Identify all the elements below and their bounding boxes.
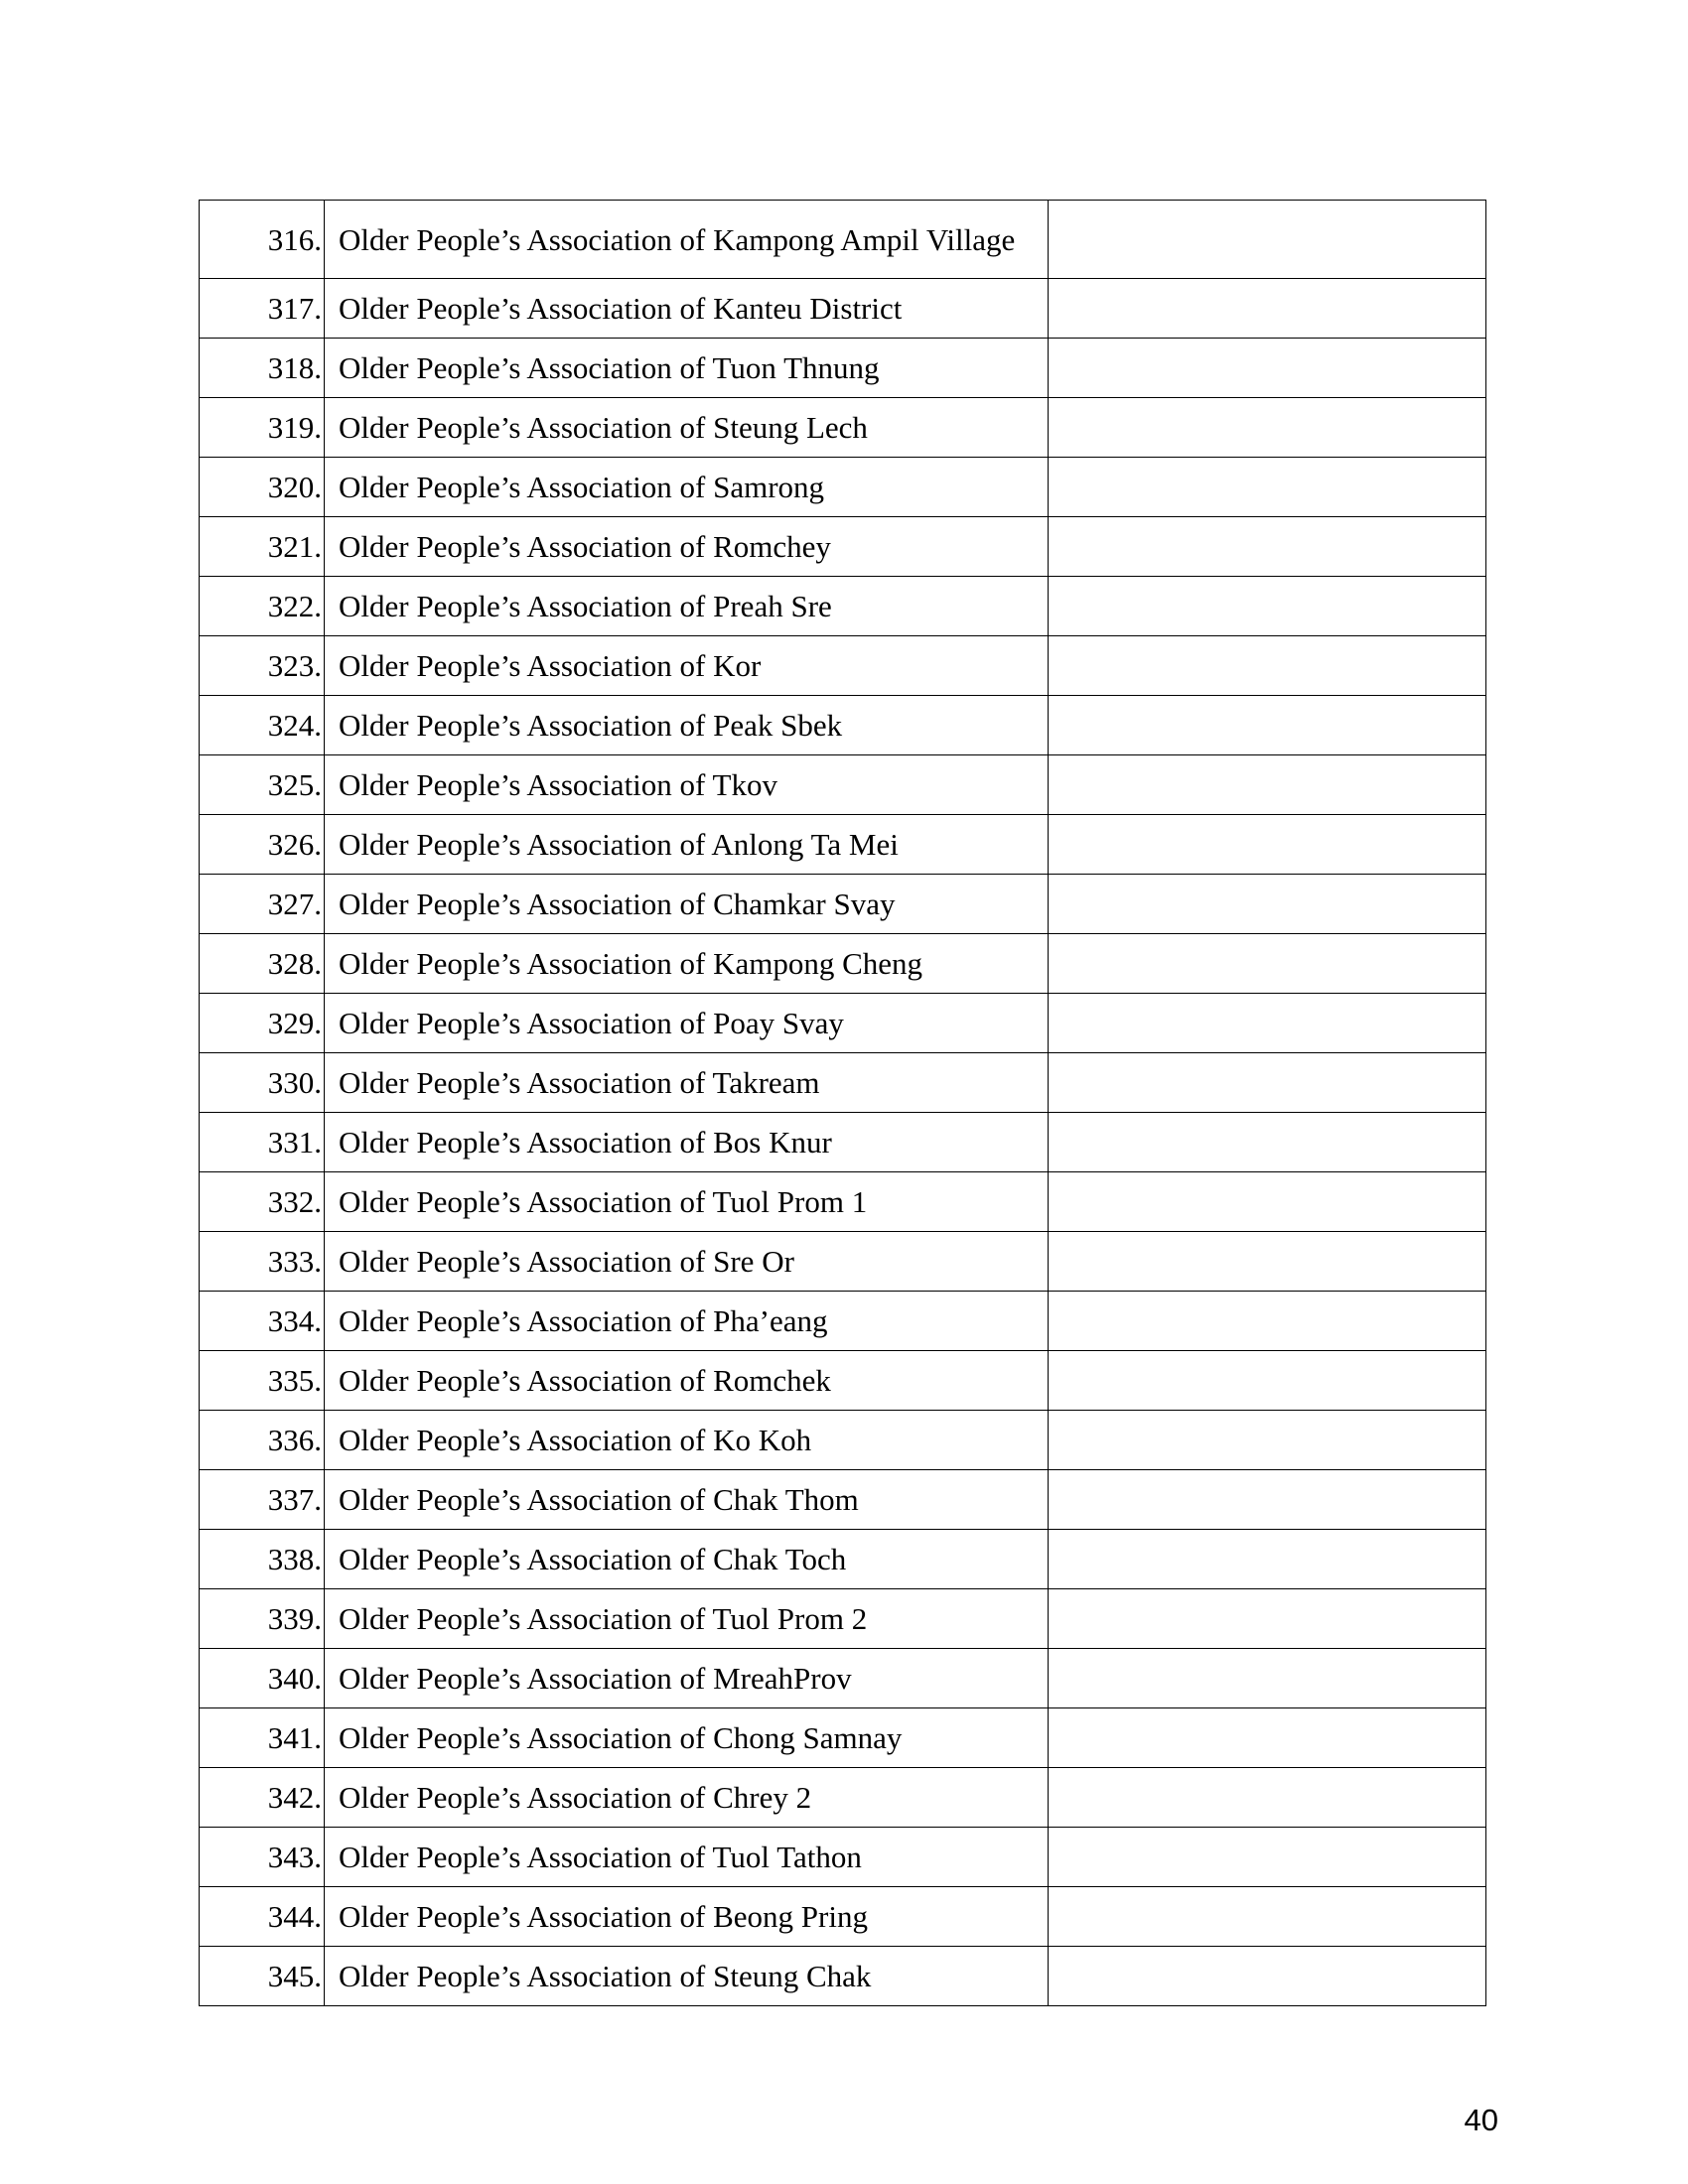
association-name: Older People’s Association of Peak Sbek — [325, 696, 1049, 755]
association-name: Older People’s Association of Bos Knur — [325, 1113, 1049, 1172]
blank-cell — [1049, 517, 1486, 577]
blank-cell — [1049, 1589, 1486, 1649]
table-row — [200, 577, 1486, 636]
blank-cell — [1049, 1708, 1486, 1768]
table-row — [200, 755, 1486, 815]
association-name: Older People’s Association of Tuol Prom 1 — [325, 1172, 1049, 1232]
association-name: Older People’s Association of Anlong Ta Mei — [325, 815, 1049, 875]
row-number: 334. — [200, 1292, 325, 1351]
row-number: 321. — [200, 517, 325, 577]
blank-cell — [1049, 398, 1486, 458]
blank-cell — [1049, 815, 1486, 875]
row-number: 331. — [200, 1113, 325, 1172]
row-number: 316. — [200, 201, 325, 279]
table-row — [200, 517, 1486, 577]
blank-cell — [1049, 1530, 1486, 1589]
blank-cell — [1049, 1411, 1486, 1470]
page-number: 40 — [1464, 2103, 1498, 2137]
association-name: Older People’s Association of Sre Or — [325, 1232, 1049, 1292]
association-table — [199, 200, 1486, 2006]
association-name: Older People’s Association of Steung Lech — [325, 398, 1049, 458]
blank-cell — [1049, 577, 1486, 636]
table-row — [200, 398, 1486, 458]
association-name: Older People’s Association of Chong Samnay — [325, 1708, 1049, 1768]
blank-cell — [1049, 755, 1486, 815]
blank-cell — [1049, 1828, 1486, 1887]
row-number: 333. — [200, 1232, 325, 1292]
blank-cell — [1049, 458, 1486, 517]
row-number: 344. — [200, 1887, 325, 1947]
table-row — [200, 875, 1486, 934]
association-name: Older People’s Association of Tuol Tathon — [325, 1828, 1049, 1887]
row-number: 343. — [200, 1828, 325, 1887]
blank-cell — [1049, 1887, 1486, 1947]
association-name: Older People’s Association of Tkov — [325, 755, 1049, 815]
table-row — [200, 1411, 1486, 1470]
row-number: 327. — [200, 875, 325, 934]
association-name: Older People’s Association of Kanteu District — [325, 279, 1049, 339]
association-name: Older People’s Association of MreahProv — [325, 1649, 1049, 1708]
blank-cell — [1049, 934, 1486, 994]
row-number: 342. — [200, 1768, 325, 1828]
table-row — [200, 994, 1486, 1053]
blank-cell — [1049, 1947, 1486, 2006]
table-row — [200, 1887, 1486, 1947]
row-number: 330. — [200, 1053, 325, 1113]
row-number: 329. — [200, 994, 325, 1053]
row-number: 326. — [200, 815, 325, 875]
row-number: 319. — [200, 398, 325, 458]
row-number: 328. — [200, 934, 325, 994]
row-number: 320. — [200, 458, 325, 517]
table-row — [200, 1768, 1486, 1828]
table-row — [200, 1113, 1486, 1172]
table-row — [200, 1172, 1486, 1232]
association-name: Older People’s Association of Kampong Cheng — [325, 934, 1049, 994]
blank-cell — [1049, 1232, 1486, 1292]
table-row — [200, 1530, 1486, 1589]
blank-cell — [1049, 696, 1486, 755]
blank-cell — [1049, 1470, 1486, 1530]
row-number: 345. — [200, 1947, 325, 2006]
row-number: 325. — [200, 755, 325, 815]
row-number: 322. — [200, 577, 325, 636]
row-number: 323. — [200, 636, 325, 696]
table-row — [200, 696, 1486, 755]
association-name: Older People’s Association of Romchey — [325, 517, 1049, 577]
association-table-body — [200, 201, 1486, 2006]
blank-cell — [1049, 1053, 1486, 1113]
row-number: 340. — [200, 1649, 325, 1708]
blank-cell — [1049, 279, 1486, 339]
row-number: 341. — [200, 1708, 325, 1768]
blank-cell — [1049, 201, 1486, 279]
association-name: Older People’s Association of Takream — [325, 1053, 1049, 1113]
association-name: Older People’s Association of Tuol Prom 2 — [325, 1589, 1049, 1649]
table-row — [200, 1708, 1486, 1768]
blank-cell — [1049, 994, 1486, 1053]
row-number: 337. — [200, 1470, 325, 1530]
table-row — [200, 1232, 1486, 1292]
association-name: Older People’s Association of Chak Toch — [325, 1530, 1049, 1589]
table-row — [200, 458, 1486, 517]
blank-cell — [1049, 875, 1486, 934]
table-row — [200, 1053, 1486, 1113]
association-name: Older People’s Association of Pha’eang — [325, 1292, 1049, 1351]
table-row — [200, 1470, 1486, 1530]
row-number: 339. — [200, 1589, 325, 1649]
table-row — [200, 1828, 1486, 1887]
blank-cell — [1049, 1768, 1486, 1828]
association-name: Older People’s Association of Romchek — [325, 1351, 1049, 1411]
association-name: Older People’s Association of Samrong — [325, 458, 1049, 517]
association-name: Older People’s Association of Poay Svay — [325, 994, 1049, 1053]
association-name: Older People’s Association of Kampong Ampil Village — [325, 201, 1049, 279]
table-row — [200, 1589, 1486, 1649]
association-name: Older People’s Association of Beong Pring — [325, 1887, 1049, 1947]
association-name: Older People’s Association of Chak Thom — [325, 1470, 1049, 1530]
association-name: Older People’s Association of Chrey 2 — [325, 1768, 1049, 1828]
row-number: 324. — [200, 696, 325, 755]
blank-cell — [1049, 1113, 1486, 1172]
blank-cell — [1049, 1172, 1486, 1232]
association-name: Older People’s Association of Preah Sre — [325, 577, 1049, 636]
table-row — [200, 1947, 1486, 2006]
row-number: 317. — [200, 279, 325, 339]
row-number: 336. — [200, 1411, 325, 1470]
table-row — [200, 815, 1486, 875]
blank-cell — [1049, 636, 1486, 696]
table-row — [200, 279, 1486, 339]
table-row — [200, 636, 1486, 696]
row-number: 318. — [200, 339, 325, 398]
association-name: Older People’s Association of Tuon Thnung — [325, 339, 1049, 398]
table-row — [200, 339, 1486, 398]
table-row — [200, 201, 1486, 279]
association-name: Older People’s Association of Chamkar Svay — [325, 875, 1049, 934]
association-name: Older People’s Association of Steung Chak — [325, 1947, 1049, 2006]
table-row — [200, 1649, 1486, 1708]
table-row — [200, 1292, 1486, 1351]
row-number: 338. — [200, 1530, 325, 1589]
association-name: Older People’s Association of Kor — [325, 636, 1049, 696]
row-number: 335. — [200, 1351, 325, 1411]
table-row — [200, 1351, 1486, 1411]
blank-cell — [1049, 1292, 1486, 1351]
association-name: Older People’s Association of Ko Koh — [325, 1411, 1049, 1470]
blank-cell — [1049, 339, 1486, 398]
row-number: 332. — [200, 1172, 325, 1232]
table-row — [200, 934, 1486, 994]
blank-cell — [1049, 1351, 1486, 1411]
blank-cell — [1049, 1649, 1486, 1708]
